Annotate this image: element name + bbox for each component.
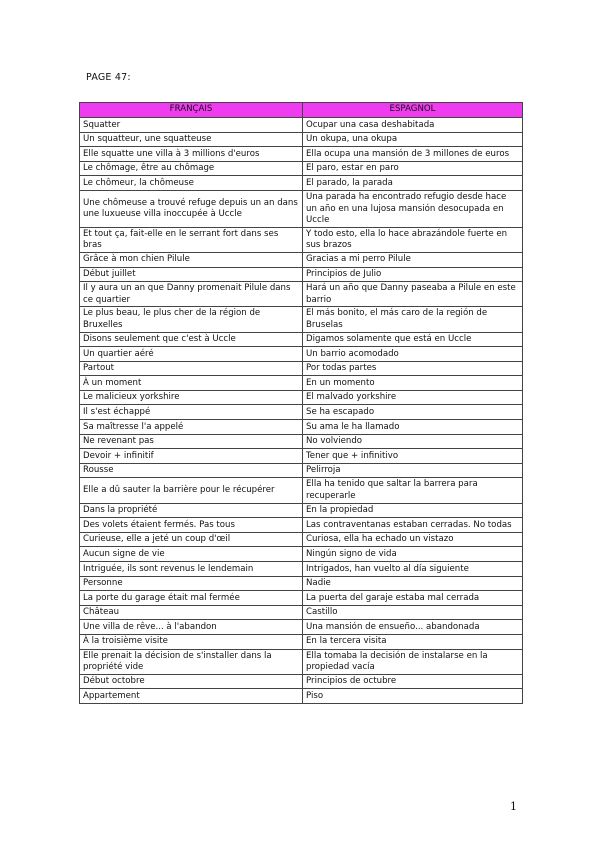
table-row [80, 434, 523, 449]
french-term-cell: Dans la propriété [80, 503, 303, 518]
french-term-cell: Château [80, 605, 303, 620]
french-term-cell: Il y aura un an que Danny promenait Pilule dans ce quartier [80, 282, 303, 307]
french-term-cell: Le malicieux yorkshire [80, 390, 303, 405]
table-row [80, 562, 523, 577]
table-row [80, 478, 523, 503]
table-row [80, 518, 523, 533]
spanish-term-cell: Principios de Julio [303, 267, 523, 282]
table-row [80, 147, 523, 162]
column-header-spanish: ESPAGNOL [303, 103, 523, 118]
table-row [80, 376, 523, 391]
spanish-term-cell: Se ha escapado [303, 405, 523, 420]
table-row [80, 267, 523, 282]
table-row [80, 118, 523, 133]
table-row [80, 227, 523, 252]
french-term-cell: Devoir + infinitif [80, 449, 303, 464]
spanish-term-cell: Gracias a mi perro Pilule [303, 252, 523, 267]
french-term-cell: Des volets étaient fermés. Pas tous [80, 518, 303, 533]
table-row [80, 282, 523, 307]
spanish-term-cell: Una mansión de ensueño... abandonada [303, 620, 523, 635]
table-row [80, 634, 523, 649]
french-term-cell: Le chômage, être au chômage [80, 161, 303, 176]
spanish-term-cell: Hará un año que Danny paseaba a Pilule en este barrio [303, 282, 523, 307]
spanish-term-cell: No volviendo [303, 434, 523, 449]
french-term-cell: À la troisième visite [80, 634, 303, 649]
french-term-cell: Elle prenait la décision de s'installer dans la propriété vide [80, 649, 303, 674]
table-row [80, 591, 523, 606]
spanish-term-cell: Nadie [303, 576, 523, 591]
spanish-term-cell: El paro, estar en paro [303, 161, 523, 176]
spanish-term-cell: Pelirroja [303, 463, 523, 478]
french-term-cell: À un moment [80, 376, 303, 391]
spanish-term-cell: En la tercera visita [303, 634, 523, 649]
spanish-term-cell: Ella ocupa una mansión de 3 millones de euros [303, 147, 523, 162]
table-row [80, 347, 523, 362]
french-term-cell: Sa maîtresse l'a appelé [80, 420, 303, 435]
table-row [80, 390, 523, 405]
table-row [80, 361, 523, 376]
table-row [80, 463, 523, 478]
spanish-term-cell: En un momento [303, 376, 523, 391]
french-term-cell: Grâce à mon chien Pilule [80, 252, 303, 267]
table-row [80, 449, 523, 464]
spanish-term-cell: Ocupar una casa deshabitada [303, 118, 523, 133]
spanish-term-cell: Ella tomaba la decisión de instalarse en la propiedad vacía [303, 649, 523, 674]
table-row [80, 252, 523, 267]
spanish-term-cell: Ella ha tenido que saltar la barrera para recuperarle [303, 478, 523, 503]
table-row [80, 190, 523, 227]
french-term-cell: La porte du garage était mal fermée [80, 591, 303, 606]
french-term-cell: Et tout ça, fait-elle en le serrant fort dans ses bras [80, 227, 303, 252]
table-row [80, 576, 523, 591]
spanish-term-cell: El parado, la parada [303, 176, 523, 191]
french-term-cell: Le plus beau, le plus cher de la région de Bruxelles [80, 307, 303, 332]
spanish-term-cell: Una parada ha encontrado refugio desde hace un año en una lujosa mansión desocupada en Uccle [303, 190, 523, 227]
french-term-cell: Ne revenant pas [80, 434, 303, 449]
spanish-term-cell: Un barrio acomodado [303, 347, 523, 362]
spanish-term-cell: Un okupa, una okupa [303, 132, 523, 147]
french-term-cell: Appartement [80, 689, 303, 704]
spanish-term-cell: Por todas partes [303, 361, 523, 376]
table-row [80, 420, 523, 435]
table-row [80, 332, 523, 347]
french-term-cell: Un squatteur, une squatteuse [80, 132, 303, 147]
french-term-cell: Une chômeuse a trouvé refuge depuis un an dans une luxueuse villa inoccupée à Uccle [80, 190, 303, 227]
page-label: PAGE 47: [86, 72, 131, 83]
table-row [80, 674, 523, 689]
french-term-cell: Elle squatte une villa à 3 millions d'euros [80, 147, 303, 162]
spanish-term-cell: Castillo [303, 605, 523, 620]
spanish-term-cell: Su ama le ha llamado [303, 420, 523, 435]
table-row [80, 620, 523, 635]
french-term-cell: Personne [80, 576, 303, 591]
spanish-term-cell: Piso [303, 689, 523, 704]
french-term-cell: Une villa de rêve... à l'abandon [80, 620, 303, 635]
spanish-term-cell: Intrigados, han vuelto al día siguiente [303, 562, 523, 577]
french-term-cell: Rousse [80, 463, 303, 478]
french-term-cell: Intriguée, ils sont revenus le lendemain [80, 562, 303, 577]
spanish-term-cell: La puerta del garaje estaba mal cerrada [303, 591, 523, 606]
table-header-row [80, 103, 523, 118]
french-term-cell: Disons seulement que c'est à Uccle [80, 332, 303, 347]
french-term-cell: Début juillet [80, 267, 303, 282]
french-term-cell: Début octobre [80, 674, 303, 689]
french-term-cell: Curieuse, elle a jeté un coup d'œil [80, 532, 303, 547]
spanish-term-cell: Las contraventanas estaban cerradas. No todas [303, 518, 523, 533]
table-row [80, 547, 523, 562]
spanish-term-cell: Tener que + infinitivo [303, 449, 523, 464]
french-term-cell: Partout [80, 361, 303, 376]
french-term-cell: Aucun signe de vie [80, 547, 303, 562]
french-term-cell: Il s'est échappé [80, 405, 303, 420]
table-row [80, 176, 523, 191]
french-term-cell: Squatter [80, 118, 303, 133]
spanish-term-cell: El más bonito, el más caro de la región de Bruselas [303, 307, 523, 332]
spanish-term-cell: Digamos solamente que está en Uccle [303, 332, 523, 347]
table-row [80, 405, 523, 420]
table-row [80, 161, 523, 176]
french-term-cell: Le chômeur, la chômeuse [80, 176, 303, 191]
spanish-term-cell: Y todo esto, ella lo hace abrazándole fuerte en sus brazos [303, 227, 523, 252]
table-row [80, 132, 523, 147]
french-term-cell: Elle a dû sauter la barrière pour le récupérer [80, 478, 303, 503]
table-row [80, 307, 523, 332]
spanish-term-cell: Ningún signo de vida [303, 547, 523, 562]
table-row [80, 503, 523, 518]
table-row [80, 532, 523, 547]
table-row [80, 689, 523, 704]
table-row [80, 649, 523, 674]
table-row [80, 605, 523, 620]
page-number: 1 [510, 800, 517, 813]
french-term-cell: Un quartier aéré [80, 347, 303, 362]
vocabulary-table [79, 102, 523, 704]
column-header-french: FRANÇAIS [80, 103, 303, 118]
table-body [80, 118, 523, 704]
spanish-term-cell: Principios de octubre [303, 674, 523, 689]
spanish-term-cell: Curiosa, ella ha echado un vistazo [303, 532, 523, 547]
spanish-term-cell: El malvado yorkshire [303, 390, 523, 405]
spanish-term-cell: En la propiedad [303, 503, 523, 518]
